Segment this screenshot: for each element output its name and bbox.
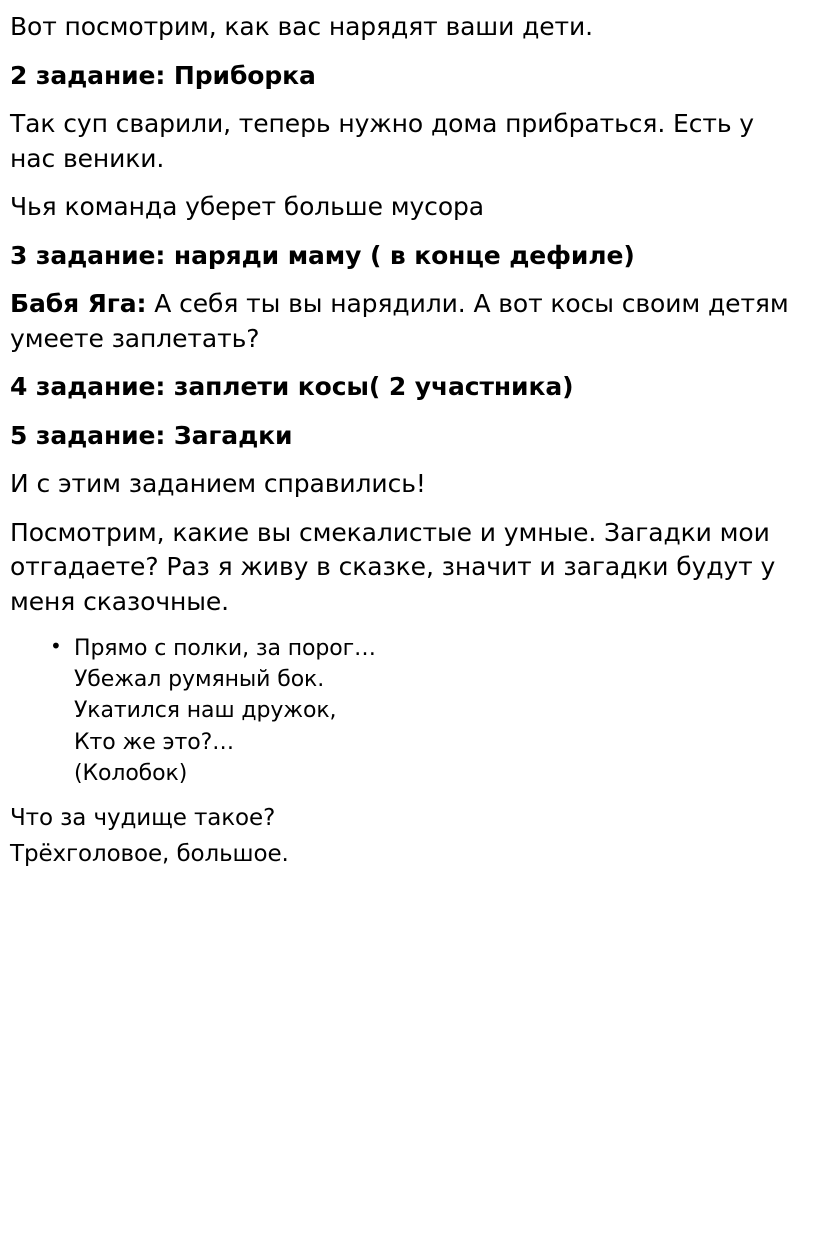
riddle-line: • Прямо с полки, за порог… [74, 636, 376, 661]
list-item-riddle-kolobok [74, 633, 802, 789]
heading-task-2: 2 задание: Приборка [10, 60, 316, 90]
paragraph-riddle-2-line-1: Что за чудище такое? [10, 805, 276, 832]
paragraph-riddle-2-line-2: Трёхголовое, большое. [10, 840, 289, 867]
speaker-line-text: А себя ты вы нарядили. А вот косы своим детям умеете заплетать? [10, 289, 789, 353]
heading-task-5: 5 задание: Загадки [10, 420, 293, 450]
paragraph-task-2-question: Чья команда уберет больше мусора [10, 192, 484, 221]
riddle-line: Укатился наш дружок, [74, 698, 337, 724]
paragraph-baba-yaga [10, 287, 802, 356]
paragraph-task-5-intro: Посмотрим, какие вы смекалистые и умные. Загадки мои отгадаете? Раз я живу в сказке, значит и загадки будут у меня сказочные. [10, 517, 776, 616]
heading-task-4: 4 задание: заплети косы( 2 участника) [10, 372, 574, 401]
heading-task-3: 3 задание: наряди маму ( в конце дефиле) [10, 240, 635, 270]
speaker-label-baba-yaga: Бабя Яга: [10, 289, 147, 318]
paragraph-task-5-done: И с этим заданием справились! [10, 469, 426, 498]
riddle-list [10, 633, 802, 789]
riddle-line: Убежал румяный бок. [74, 667, 325, 693]
paragraph-intro: Вот посмотрим, как вас нарядят ваши дети. [10, 12, 593, 41]
riddle-answer: (Колобок) [74, 760, 188, 786]
paragraph-task-2-body: Так суп сварили, теперь нужно дома прибраться. Есть у нас веники. [10, 109, 755, 173]
riddle-line: Кто же это?… [74, 729, 235, 755]
